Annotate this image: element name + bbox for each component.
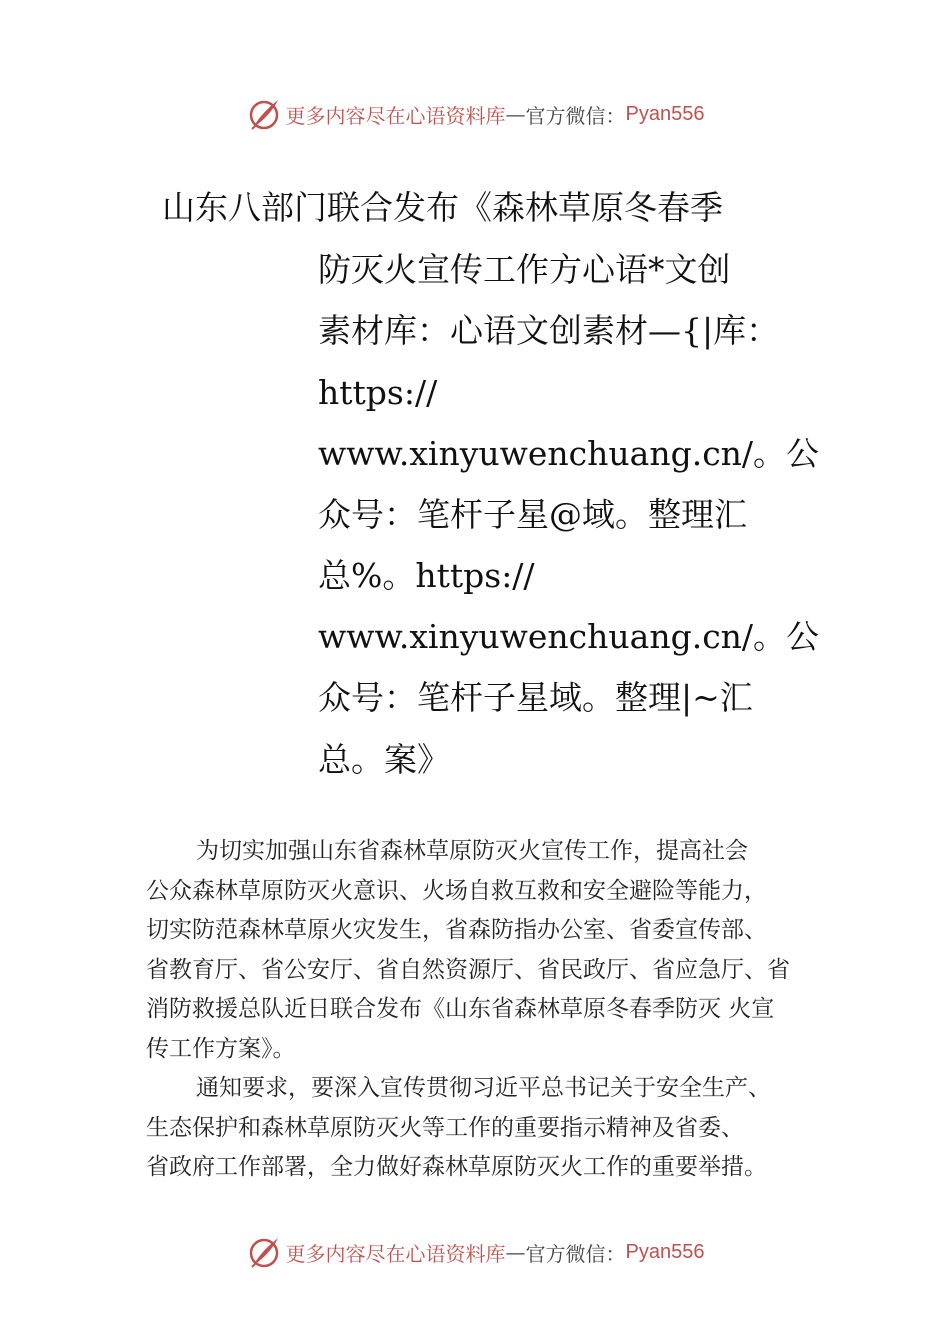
- title-line-6: 众号：笔杆子星@域。整理汇: [318, 495, 747, 534]
- title-line-7: 总%。https://: [318, 556, 535, 595]
- quill-logo-icon: [246, 96, 282, 132]
- paragraph-line: 传工作方案》。: [146, 1035, 296, 1062]
- paragraph-line: 通知要求，要深入宣传贯彻习近平总书记关于安全生产、: [196, 1075, 771, 1101]
- title-line-5: www.xinyuwenchuang.cn/。公: [318, 434, 820, 473]
- title-line-9: 众号：笔杆子星域。整理|~汇: [318, 678, 753, 717]
- header-banner: [0, 94, 950, 134]
- paragraph-line: 省政府工作部署，全力做好森林草原防灭火工作的重要举措。: [146, 1154, 767, 1180]
- body-paragraph-1: [146, 832, 826, 1069]
- paragraph-line: 为切实加强山东省森林草原防灭火宣传工作，提高社会: [196, 838, 748, 864]
- title-line-8: www.xinyuwenchuang.cn/。公: [318, 617, 820, 656]
- banner-wechat-id: Pyan556: [625, 102, 705, 125]
- banner-wechat-id: Pyan556: [625, 1240, 705, 1263]
- banner-dash: —: [505, 1240, 526, 1264]
- body-paragraph-2: [146, 1069, 826, 1188]
- paragraph-line: 省教育厅、省公安厅、省自然资源厅、省民政厅、省应急厅、省: [146, 956, 790, 983]
- footer-banner: [0, 1232, 950, 1272]
- title-line-4: https://: [318, 373, 438, 412]
- quill-logo-icon: [246, 1234, 282, 1270]
- title-line-3: 素材库：心语文创素材—{|库：: [318, 311, 780, 350]
- banner-site-name: 更多内容尽在心语资料库: [285, 1241, 506, 1266]
- banner-dash: —: [505, 102, 526, 126]
- title-line-10: 总。案》: [318, 740, 450, 779]
- banner-wechat-label: 官方微信：: [525, 103, 626, 128]
- paragraph-line: 切实防范森林草原火灾发生，省森防指办公室、省委宣传部、: [146, 917, 767, 943]
- banner-wechat-label: 官方微信：: [525, 1241, 626, 1266]
- paragraph-line: 公众森林草原防灭火意识、火场自救互救和安全避险等能力，: [146, 877, 767, 904]
- paragraph-line: 生态保护和森林草原防灭火等工作的重要指示精神及省委、: [146, 1114, 744, 1141]
- paragraph-line: 消防救援总队近日联合发布《山东省森林草原冬春季防灭 火宣: [146, 996, 775, 1022]
- banner-site-name: 更多内容尽在心语资料库: [285, 103, 506, 128]
- title-line-2: 防灭火宣传工作方心语*文创: [318, 250, 731, 289]
- title-line-1: 山东八部门联合发布《森林草原冬春季: [162, 188, 723, 227]
